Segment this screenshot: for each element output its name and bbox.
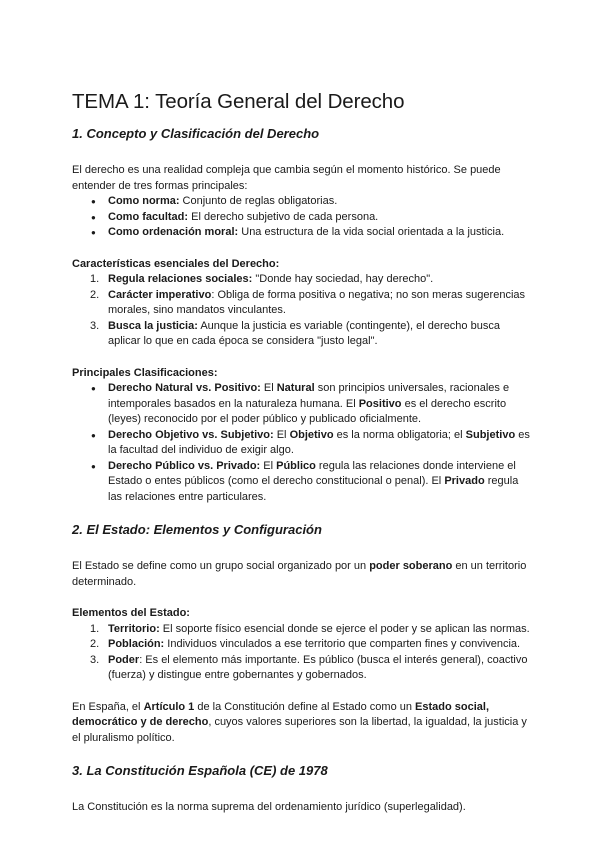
section-3-intro: La Constitución es la norma suprema del ordenamiento jurídico (superlegalidad). [72,801,466,813]
section-1-intro: El derecho es una realidad compleja que cambia según el momento histórico. Se puede entender de tres formas principales: [72,164,501,192]
text-run: son principios universales, racionales e intemporales basados en la naturaleza humana. El [108,382,510,410]
list-item-text: : Es el elemento más importante. Es público (busca el interés general), coactivo (fuerza) y distingue entre gobernantes y gobernados. [108,653,528,681]
list-item [72,194,532,210]
list-item [72,653,532,684]
list-number: 2. [90,288,100,301]
elements-list [72,622,532,684]
text-run: El Estado se define como un grupo social organizado por un [72,560,370,572]
characteristics-list [72,272,532,350]
list-item [72,210,532,226]
text-run: En España, el [72,700,144,713]
text-run: Privado [444,475,485,487]
document-page [72,88,532,816]
text-run: Derecho Natural vs. Positivo: [108,382,261,394]
elements-title: Elementos del Estado: [72,607,190,619]
text-run: es la norma obligatoria; el [333,428,466,441]
section-3-heading: 3. La Constitución Española (CE) de 1978 [72,763,328,778]
list-item-term: Regula relaciones sociales: [108,273,253,285]
list-item-text: Una estructura de la vida social orientada a la justicia. [238,226,505,238]
text-run: El [260,382,277,394]
list-item-text: Aunque la justicia es variable (contingente), el derecho busca aplicar lo que en cada época se considera "justo legal". [108,319,500,347]
list-item [72,225,532,241]
list-item [72,381,532,428]
list-item-term: Territorio: [108,622,160,635]
list-item-text: "Donde hay sociedad, hay derecho". [252,273,434,285]
list-number: 1. [90,622,100,635]
list-item-term: Como norma: [108,195,180,207]
text-run: Público [276,459,316,472]
list-number: 1. [90,273,100,285]
list-item [72,459,532,506]
section-2-intro [72,559,532,590]
text-run: regula las relaciones donde interviene el Estado o entes públicos (como el derecho constitucional o penal). El [108,459,516,487]
text-run: Subjetivo [465,428,516,441]
list-item-term: Como ordenación moral: [108,226,239,238]
classifications-title: Principales Clasificaciones: [72,366,218,379]
text-run: Positivo [358,397,402,410]
list-item [72,637,532,653]
characteristics-title: Características esenciales del Derecho: [72,257,280,270]
list-item-term: Como facultad: [108,210,189,223]
list-number: 3. [90,319,100,332]
text-run: de la Constitución define al Estado como un [194,700,416,713]
list-item-text: El soporte físico esencial donde se ejerce el poder y se aplican las normas. [159,622,530,635]
list-item-text: El derecho subjetivo de cada persona. [188,210,379,223]
list-item [72,288,532,319]
list-item [72,622,532,638]
text-run: , cuyos valores superiores son la libertad, la igualdad, la justicia y el pluralismo político. [72,716,527,744]
forms-list [72,194,532,241]
list-item-term: Busca la justicia: [108,319,198,332]
section-1-heading: 1. Concepto y Clasificación del Derecho [72,126,320,141]
list-item-term: Población: [108,638,165,650]
list-number: 3. [90,653,100,666]
text-run: Estado social, democrático y de derecho [72,700,490,728]
text-run: es el derecho escrito (leyes) reconocido por el poder público y publicado oficialmente. [108,397,507,425]
spain-paragraph [72,700,532,747]
document-title: TEMA 1: Teoría General del Derecho [72,90,405,113]
text-run: Natural [276,382,315,394]
list-item-term: Poder [108,653,140,666]
text-run: poder soberano [369,560,453,572]
list-item [72,319,532,350]
list-item-text: Individuos vinculados a ese territorio que comparten fines y convivencia. [164,638,521,650]
list-number: 2. [90,638,100,650]
text-run: en un territorio determinado. [72,560,527,588]
classifications-list [72,381,532,505]
text-run: regula las relaciones entre particulares. [108,475,519,503]
text-run: es la facultad del individuo de exigir algo. [108,428,530,456]
list-item-term: Carácter imperativo [108,288,212,301]
list-item-text: Conjunto de reglas obligatorias. [179,195,338,207]
text-run: Derecho Objetivo vs. Subjetivo: [108,428,274,441]
section-2-heading: 2. El Estado: Elementos y Configuración [72,522,322,537]
list-item [72,272,532,288]
text-run: El [273,428,290,441]
list-item [72,428,532,459]
text-run: Objetivo [289,428,334,441]
text-run: Derecho Público vs. Privado: [108,459,261,472]
text-run: El [260,459,277,472]
list-item-text: : Obliga de forma positiva o negativa; no son meras sugerencias morales, sino mandatos vinculantes. [108,288,525,316]
text-run: Artículo 1 [143,700,195,713]
